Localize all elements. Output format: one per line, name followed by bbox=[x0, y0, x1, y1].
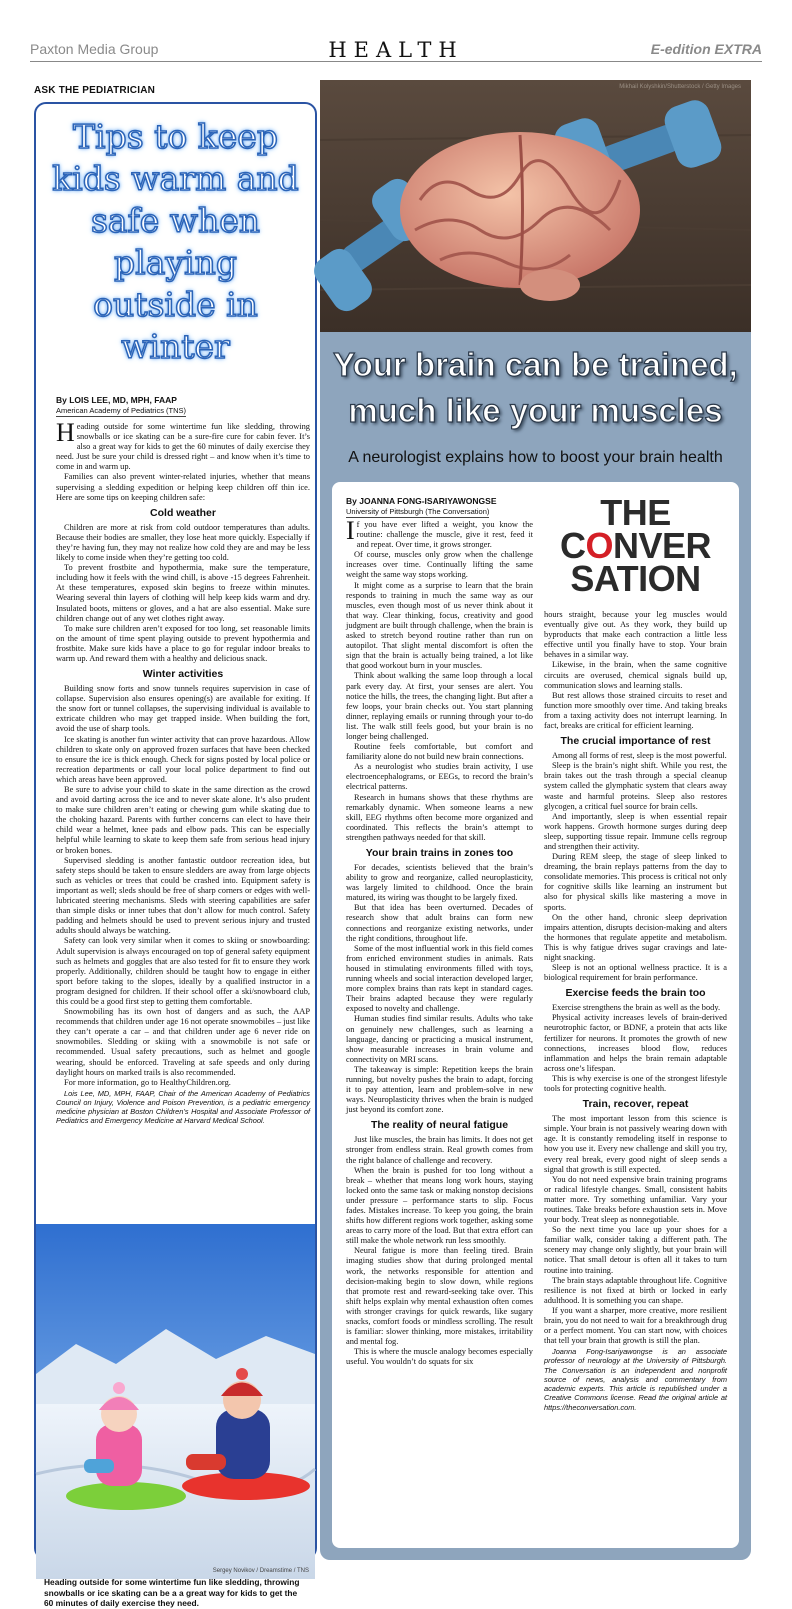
paragraph: When the brain is pushed for too long without a break – whether that means long work hours, staying locked onto the same task or making nonstop decisions under pressure – performance starts to slip. Focus fades. Mistakes increase. To keep you going, the brain shifts how different regions work together, asking some areas to carry more of the load. But that extra effort can still make the whole network run less smoothly. bbox=[346, 1165, 533, 1246]
author-bio: Joanna Fong-Isariyawongse is an associate professor of neurology at the University of Pittsburgh. The Conversation is an independent and nonprofit source of news, analysis and commentary from academic experts. This article is republished under a Creative Commons license. Read the original article at https://theconversation.com. bbox=[544, 1347, 727, 1412]
paragraph: Physical activity increases levels of brain-derived neurotrophic factor, or BDNF, a protein that acts like fertilizer for neurons. It promotes the growth of new connections, increases blood flow, reduces inflammation and helps the brain remain adaptable across one’s lifespan. bbox=[544, 1013, 727, 1073]
paragraph: The takeaway is simple: Repetition keeps the brain running, but novelty pushes the brain to adapt, forcing it to pay attention, learn and problem-solve in new ways. Neuroplasticity thrives when the brain is nudged just beyond its comfort zone. bbox=[346, 1064, 533, 1115]
column-kicker: ASK THE PEDIATRICIAN bbox=[34, 85, 156, 96]
paragraph: For decades, scientists believed that the brain’s ability to grow and reorganize, called neuroplasticity, was largely limited to childhood. Once the brain matured, its wiring was thought to be largely fixed. bbox=[346, 863, 533, 903]
subhead-rest: The crucial importance of rest bbox=[560, 735, 711, 748]
paragraph: It might come as a surprise to learn that the brain responds to training in much the same way as our muscles, even though most of us never think about it that way. Clear thinking, focus, creativity and good judgment are built through challenge, when the brain is asked to stretch beyond routine rather than run on autopilot. That slight mental discomfort is often the sign that the brain is actually being trained, a lot like that good workout burn in your muscles. bbox=[346, 580, 533, 671]
edition-label: E-edition EXTRA bbox=[650, 41, 762, 57]
paragraph: Just like muscles, the brain has limits. It does not get stronger from endless strain. Real growth comes from the right balance of challenge and recovery. bbox=[346, 1135, 533, 1165]
paragraph: Likewise, in the brain, when the same cognitive circuits are overused, chemical signals build up, communication slows and learning stalls. bbox=[544, 660, 727, 690]
paragraph: Ice skating is another fun winter activity that can prove hazardous. Allow children to skate only on approved frozen surfaces that have been checked to ensure the ice is thick enough. Check for signs posted by local police or recreation departments or call your local police department to find out which areas have been approved. bbox=[56, 734, 310, 784]
paragraph: And importantly, sleep is when essential repair work happens. Growth hormone surges during deep sleep, supporting tissue repair. Immune cells regroup and strengthen their activity. bbox=[544, 811, 727, 851]
paragraph: Exercise strengthens the brain as well as the body. bbox=[552, 1003, 721, 1013]
paragraph: Safety can look very similar when it comes to skiing or snowboarding: Adult supervision is always encouraged on top of general safety equipment such as helmets and goggles that are also tested for fit to ensure they work properly. Additionally, children should be taught how to engage in either sport before taking to the slopes, ideally by a qualified instructor in a program designed for children. If their school offer a ski/snowboard club, this could be a good first step to getting them comfortable. bbox=[56, 936, 310, 1006]
right-affiliation: University of Pittsburgh (The Conversation) bbox=[346, 507, 490, 516]
paragraph: Heading outside for some wintertime fun like sledding, throwing snowballs or ice skating can be a sure-fire cure for cabin fever. It’s also a great way for kids to get the 60 minutes of daily exercise they need. Just be sure your child is dressed right – and know when it’s time to come in and warm up. bbox=[56, 418, 310, 472]
paragraph: On the other hand, chronic sleep deprivation impairs attention, disrupts decision-making and alters the hormones that regulate appetite and metabolism. This is why fatigue drives sugar cravings and late-night snacking. bbox=[544, 912, 727, 962]
left-article-body bbox=[56, 418, 310, 1126]
left-article-box bbox=[34, 102, 317, 1609]
drop-cap: I bbox=[346, 516, 355, 545]
paragraph: Sleep is the brain’s night shift. While you rest, the brain takes out the trash through a special cleanup system called the glymphatic system that clears away waste and harmful proteins. Sleep also restores glycogen, a critical fuel source for brain cells. bbox=[544, 761, 727, 811]
paragraph: Of course, muscles only grow when the challenge increases over time. Continually lifting the same weight the same way stops working. bbox=[346, 550, 533, 580]
paragraph: Research in humans shows that these rhythms are remarkably dynamic. When someone learns a new skill, EEG rhythms often become more organized and coordinated. This reflects the brain’s attempt to strengthen pathways needed for that skill. bbox=[346, 792, 533, 842]
paragraph: Neural fatigue is more than feeling tired. Brain imaging studies show that during prolonged mental work, the networks responsible for attention and decision-making begin to slow down, while regions that promote rest and reward-seeking take over. This shift helps explain why mental exhaustion often comes with stronger cravings for quick rewards, like sugary snacks, comfort foods or mindless scrolling. The result is familiar: slower thinking, more mistakes, irritability and mental fog. bbox=[346, 1246, 533, 1347]
left-affiliation: American Academy of Pediatrics (TNS) bbox=[56, 406, 187, 415]
paragraph: Families can also prevent winter-related injuries, whether that means supervising a sledding expedition or helping keep children off thin ice. Here are some tips on keeping children safe: bbox=[56, 472, 310, 502]
right-article-panel bbox=[332, 482, 739, 1548]
paragraph: Sleep is not an optional wellness practice. It is a biological requirement for brain performance. bbox=[544, 963, 727, 983]
subhead-train: Train, recover, repeat bbox=[582, 1098, 689, 1111]
right-headline: Your brain can be trained, much like your muscles bbox=[333, 346, 738, 429]
paragraph: But rest allows those strained circuits to reset and function more smoothly over time. And taking breaks from a taxing activity does not interrupt learning. In fact, breaks are critical for efficient learning. bbox=[544, 690, 727, 731]
the-conversation-logo: THE CONVER SATION bbox=[559, 492, 712, 599]
paragraph: The brain stays adaptable throughout life. Cognitive resilience is not fixed at birth or locked in early adulthood. It is something you can shape. bbox=[544, 1275, 727, 1305]
photo-caption: Heading outside for some wintertime fun like sledding, throwing snowballs or ice skating can be a a great way for kids to get the 60 minutes of daily exercise they need. bbox=[44, 1577, 300, 1609]
paragraph: hours straight, because your leg muscles would eventually give out. As they work, they build up byproducts that make each contraction a little less effective until you finally have to stop. Your brain behaves in a similar way. bbox=[544, 610, 727, 660]
paragraph: So the next time you lace up your shoes for a familiar walk, consider taking a different path. The scenery may change only slightly, but your brain will notice. That small detour is often all it takes to turn routine into training. bbox=[544, 1225, 727, 1275]
paragraph: Think about walking the same loop through a local park every day. At first, your senses are alert. You notice the hills, the trees, the changing light. But after a few loops, your brain checks out. You start planning dinner, replaying emails or running through your to-do list. The walk still feels good, but your brain is no longer being challenged. bbox=[346, 671, 533, 741]
paragraph: Some of the most influential work in this field comes from enriched environment studies in animals. Rats housed in stimulating environments filled with toys, running wheels and social interaction developed larger, more complex brains than rats kept in standard cages. Their brains adapted because they were regularly exposed to novelty and challenge. bbox=[346, 943, 533, 1014]
paragraph: For more information, go to HealthyChildren.org. bbox=[64, 1077, 231, 1087]
paragraph: To make sure children aren’t exposed for too long, set reasonable limits on the amount of time spent playing outside to prevent hypothermia and frostbite. Make sure kids have a place to go for regular indoor breaks to warm up. And reward them with a healthy and delicious snack. bbox=[56, 623, 310, 663]
paragraph: Supervised sledding is another fantastic outdoor recreation idea, but safety steps should be taken to ensure sledders are away from large objects such as vehicles or trees that could be crashed into. Equipment safety is important as well; sleds should be free of sharp corners or edges with well-lubricated steering mechanisms. Sleds with steering capabilities are safer than simple disks or inner tubes that don’t allow for much control. Safety padding and helmets should be used to prevent serious injury and trusted adults should always be watching. bbox=[56, 855, 310, 936]
subhead-zones: Your brain trains in zones too bbox=[365, 847, 514, 859]
publisher-name: Paxton Media Group bbox=[30, 41, 159, 57]
paragraph: But that idea has been overturned. Decades of research show that adult brains can form new connections and reorganize existing networks, under the right conditions, throughout life. bbox=[346, 903, 533, 943]
paragraph: The most important lesson from this science is simple. Your brain is not passively wearing down with age. It is constantly remodeling itself in response to how you use it. Every new challenge and skill you try, every real break, every good night of sleep sends a signal that growth is still expected. bbox=[544, 1114, 727, 1174]
paragraph: Among all forms of rest, sleep is the most powerful. bbox=[552, 751, 727, 761]
author-bio: Lois Lee, MD, MPH, FAAP, Chair of the American Academy of Pediatrics Council on Injury, Violence and Poison Prevention, is a pediatric emergency medicine physician at Boston Children’s Hospital and Associate Professor of Pediatrics and Emergency Medicine at Harvard Medical School. bbox=[56, 1088, 310, 1126]
masthead bbox=[30, 38, 762, 62]
left-byline: By LOIS LEE, MD, MPH, FAAP bbox=[56, 395, 177, 405]
subhead-exercise: Exercise feeds the brain too bbox=[565, 987, 706, 1000]
paragraph: If you want a sharper, more creative, more resilient brain, you do not need to wait for a breakthrough drug or a perfect moment. You can start now, with choices that tell your brain that growth is still the plan. bbox=[544, 1305, 727, 1346]
paragraph: This is why exercise is one of the strongest lifestyle tools for protecting cognitive health. bbox=[544, 1073, 727, 1094]
right-column-1 bbox=[346, 516, 533, 1368]
subhead-fatigue: The reality of neural fatigue bbox=[370, 1119, 509, 1132]
photo-credit: Sergey Novikov / Dreamstime / TNS bbox=[212, 1568, 309, 1574]
paragraph: Children are more at risk from cold outdoor temperatures than adults. Because their bodies are smaller, they lose heat more quickly. Especially if they’re having fun, they may not realize how cold they are and may be less likely to come inside when they’re getting too cold. bbox=[56, 522, 310, 563]
left-headline: Tips to keep kids warm and safe when playing outside in winter bbox=[52, 117, 299, 366]
right-deck: A neurologist explains how to boost your brain health bbox=[348, 449, 723, 466]
paragraph: Building snow forts and snow tunnels requires supervision in case of collapse. Supervision also ensures opening(s) are available for exiting. If the snow fort or tunnel collapses, the supervising individual is available to extricate children who may get trapped inside. When building the fort, avoid the use of sharp tools. bbox=[56, 684, 310, 734]
paragraph: Routine feels comfortable, but comfort and familiarity alone do not build new brain connections. bbox=[346, 742, 533, 762]
paragraph: Human studies find similar results. Adults who take on genuinely new challenges, such as learning a language, dancing or practicing a musical instrument, show measurable increases in brain volume and connectivity on MRI scans. bbox=[346, 1014, 533, 1064]
paragraph: If you have ever lifted a weight, you know the routine: challenge the muscle, give it rest, feed it and repeat. Over time, it grows stronger. bbox=[346, 516, 533, 550]
paragraph: Be sure to advise your child to skate in the same direction as the crowd and avoid darting across the ice and to never skate alone. It’s also prudent to make sure children aren’t eating or chewing gum while skating due to the choking hazard. Parents with further concerns can elect to have their child wear a helmet, knee pads and elbow pads. This can be especially helpful while learning to skate to keep them safe from serious head injury or broken bones. bbox=[56, 785, 310, 855]
photo-credit: Mikhail Kolyshkin/Shutterstock / Getty Images bbox=[619, 84, 741, 90]
subhead-cold-weather: Cold weather bbox=[150, 506, 216, 519]
paragraph: You do not need expensive brain training programs or radical lifestyle changes. Small, consistent habits matter more. Try something unfamiliar. Vary your routines. Take breaks before exhaustion sets in. Move your body. Treat sleep as nonnegotiable. bbox=[544, 1174, 727, 1225]
subhead-winter-activities: Winter activities bbox=[142, 668, 224, 681]
right-article-box bbox=[320, 80, 751, 1560]
right-column-2 bbox=[544, 610, 727, 1412]
paragraph: Snowmobiling has its own host of dangers and as such, the AAP recommends that children under age 16 not operate snowmobiles – just like they can’t operate a car – and that children under age 6 never ride on snowmobiles. Sledding or skiing with a snowmobile is not safe or recommended. Usual safety precautions, such as helmet and google wearing, should be enforced. Traveling at safe speeds and only during daylight hours on marked trails is also recommended. bbox=[56, 1007, 310, 1077]
paragraph: To prevent frostbite and hypothermia, make sure the temperature, including how it feels with the wind chill, is above -15 degrees Fahrenheit. At these temperatures, exposed skin begins to freeze within minutes. Wearing several thin layers of clothing will help keep kids warm and dry. Insulated boots, mittens or gloves, and a hat are also essential. Make sure children change out of any wet clothes right away. bbox=[56, 563, 310, 623]
paragraph: This is where the muscle analogy becomes especially useful. You wouldn’t do squats for six bbox=[346, 1347, 533, 1367]
paragraph: As a neurologist who studies brain activity, I use electroencephalograms, or EEGs, to record the brain’s electrical patterns. bbox=[346, 762, 533, 792]
brain-dumbbells-photo bbox=[320, 80, 751, 332]
drop-cap: H bbox=[56, 418, 75, 447]
kids-sledding-photo bbox=[36, 1224, 315, 1579]
section-title: HEALTH bbox=[328, 38, 464, 62]
right-byline: By JOANNA FONG-ISARIYAWONGSE bbox=[346, 496, 497, 506]
paragraph: During REM sleep, the stage of sleep linked to dreaming, the brain replays patterns from the day to consolidate memories. This process is critical not only for cognitive skills like learning an instrument but also for physical skills like mastering a move in sports. bbox=[544, 852, 727, 912]
